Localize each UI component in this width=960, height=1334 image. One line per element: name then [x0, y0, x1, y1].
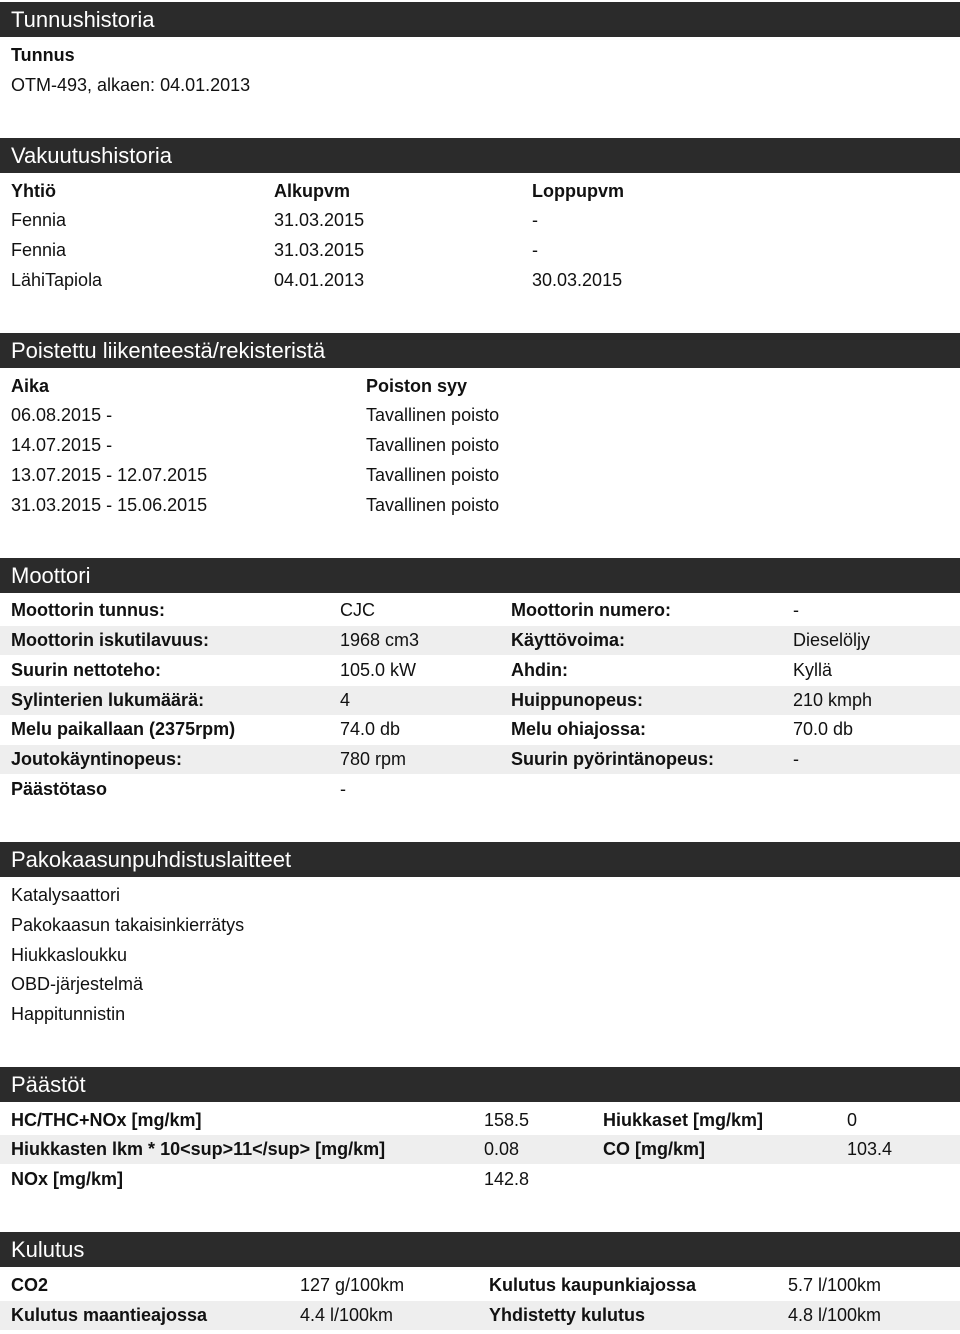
table-cell: 31.03.2015 - 15.06.2015	[11, 495, 208, 515]
spec-value: 780 rpm	[340, 749, 407, 769]
table-cell: 04.01.2013	[274, 270, 365, 290]
table-cell: Tavallinen poisto	[366, 495, 500, 515]
table-cell: 06.08.2015 -	[11, 405, 113, 425]
spec-value: 74.0 db	[340, 719, 401, 739]
table-cell: 14.07.2015 -	[11, 435, 113, 455]
table-cell: Fennia	[11, 240, 67, 260]
list-item-text: Katalysaattori	[11, 885, 121, 905]
spec-label: Ahdin:	[511, 660, 568, 680]
table-cell: Tavallinen poisto	[366, 435, 500, 455]
list-item-text: Pakokaasun takaisinkierrätys	[11, 915, 245, 935]
table-row	[0, 491, 960, 520]
list-item-text: Hiukkasloukku	[11, 945, 128, 965]
section-header-kulutus: Kulutus	[0, 1232, 960, 1267]
spec-value: 0	[847, 1110, 858, 1130]
table-row	[0, 266, 960, 295]
spec-label: NOx [mg/km]	[11, 1169, 124, 1189]
spec-value: 127 g/100km	[300, 1275, 405, 1295]
table-row	[0, 596, 960, 625]
table-cell: Tavallinen poisto	[366, 465, 500, 485]
column-header-yhtio: Yhtiö	[11, 181, 56, 201]
table-row	[0, 715, 960, 744]
spec-label: Käyttövoima:	[511, 630, 626, 650]
table-header-row	[0, 372, 960, 401]
list-item-text: OBD-järjestelmä	[11, 974, 144, 994]
spec-label: Sylinterien lukumäärä:	[11, 690, 205, 710]
list-item-text: Happitunnistin	[11, 1004, 126, 1024]
spec-value: 1968 cm3	[340, 630, 420, 650]
spec-label: CO [mg/km]	[603, 1139, 706, 1159]
table-cell: 13.07.2015 - 12.07.2015	[11, 465, 208, 485]
spec-value: 4.8 l/100km	[788, 1305, 882, 1325]
table-cell: Fennia	[11, 210, 67, 230]
tunnus-value-row	[0, 71, 960, 100]
table-cell: -	[532, 240, 538, 260]
tunnus-label-row	[0, 41, 960, 70]
list-item	[0, 1000, 960, 1029]
column-header-alkupvm: Alkupvm	[274, 181, 351, 201]
spec-label: Kulutus maantieajossa	[11, 1305, 208, 1325]
spec-value: -	[793, 749, 799, 769]
table-cell: Tavallinen poisto	[366, 405, 500, 425]
table-cell: LähiTapiola	[11, 270, 103, 290]
section-header-poistettu: Poistettu liikenteestä/rekisteristä	[0, 333, 960, 368]
list-item	[0, 911, 960, 940]
spec-label: Melu paikallaan (2375rpm)	[11, 719, 236, 739]
section-header-paastot: Päästöt	[0, 1067, 960, 1102]
spec-label: Moottorin numero:	[511, 600, 671, 620]
spec-value: Dieselöljy	[793, 630, 871, 650]
table-row	[0, 775, 960, 804]
column-header-poiston-syy: Poiston syy	[366, 376, 468, 396]
section-header-pakokaasu: Pakokaasunpuhdistuslaitteet	[0, 842, 960, 877]
table-row	[0, 1301, 960, 1330]
table-row	[0, 656, 960, 685]
table-row	[0, 686, 960, 715]
section-header-moottori: Moottori	[0, 558, 960, 593]
spec-label: Yhdistetty kulutus	[489, 1305, 646, 1325]
spec-label: Joutokäyntinopeus:	[11, 749, 183, 769]
spec-value: -	[340, 779, 346, 799]
spec-label: Suurin pyörintänopeus:	[511, 749, 715, 769]
spec-value: 142.8	[484, 1169, 530, 1189]
table-row	[0, 236, 960, 265]
table-row	[0, 1135, 960, 1164]
spec-value: CJC	[340, 600, 375, 620]
spec-value: 5.7 l/100km	[788, 1275, 882, 1295]
table-row	[0, 206, 960, 235]
table-row	[0, 626, 960, 655]
spec-label: Moottorin iskutilavuus:	[11, 630, 209, 650]
tunnus-value: OTM-493, alkaen: 04.01.2013	[11, 75, 251, 95]
table-cell: 31.03.2015	[274, 240, 365, 260]
tunnus-label: Tunnus	[11, 45, 75, 65]
spec-label: Melu ohiajossa:	[511, 719, 647, 739]
table-cell: 30.03.2015	[532, 270, 623, 290]
table-row	[0, 1165, 960, 1194]
list-item	[0, 970, 960, 999]
spec-label: Moottorin tunnus:	[11, 600, 165, 620]
table-cell: 31.03.2015	[274, 210, 365, 230]
spec-label: HC/THC+NOx [mg/km]	[11, 1110, 202, 1130]
table-row	[0, 1106, 960, 1135]
table-row	[0, 461, 960, 490]
table-row	[0, 1271, 960, 1300]
list-item	[0, 881, 960, 910]
spec-label: Kulutus kaupunkiajossa	[489, 1275, 697, 1295]
spec-label: Suurin nettoteho:	[11, 660, 161, 680]
spec-value: 70.0 db	[793, 719, 854, 739]
table-header-row	[0, 177, 960, 206]
spec-value: 0.08	[484, 1139, 520, 1159]
table-cell: -	[532, 210, 538, 230]
spec-label: Hiukkaset [mg/km]	[603, 1110, 764, 1130]
column-header-loppupvm: Loppupvm	[532, 181, 624, 201]
list-item	[0, 941, 960, 970]
spec-label: CO2	[11, 1275, 49, 1295]
spec-value: -	[793, 600, 799, 620]
spec-value: 210 kmph	[793, 690, 873, 710]
section-header-tunnushistoria: Tunnushistoria	[0, 2, 960, 37]
spec-value: Kyllä	[793, 660, 833, 680]
spec-value: 105.0 kW	[340, 660, 417, 680]
spec-label: Huippunopeus:	[511, 690, 643, 710]
spec-value: 4.4 l/100km	[300, 1305, 394, 1325]
column-header-aika: Aika	[11, 376, 50, 396]
spec-value: 103.4	[847, 1139, 893, 1159]
spec-value: 158.5	[484, 1110, 530, 1130]
table-row	[0, 401, 960, 430]
table-row	[0, 745, 960, 774]
spec-label: Hiukkasten lkm * 10<sup>11</sup> [mg/km]	[11, 1139, 386, 1159]
table-row	[0, 431, 960, 460]
spec-value: 4	[340, 690, 351, 710]
spec-label: Päästötaso	[11, 779, 108, 799]
section-header-vakuutushistoria: Vakuutushistoria	[0, 138, 960, 173]
